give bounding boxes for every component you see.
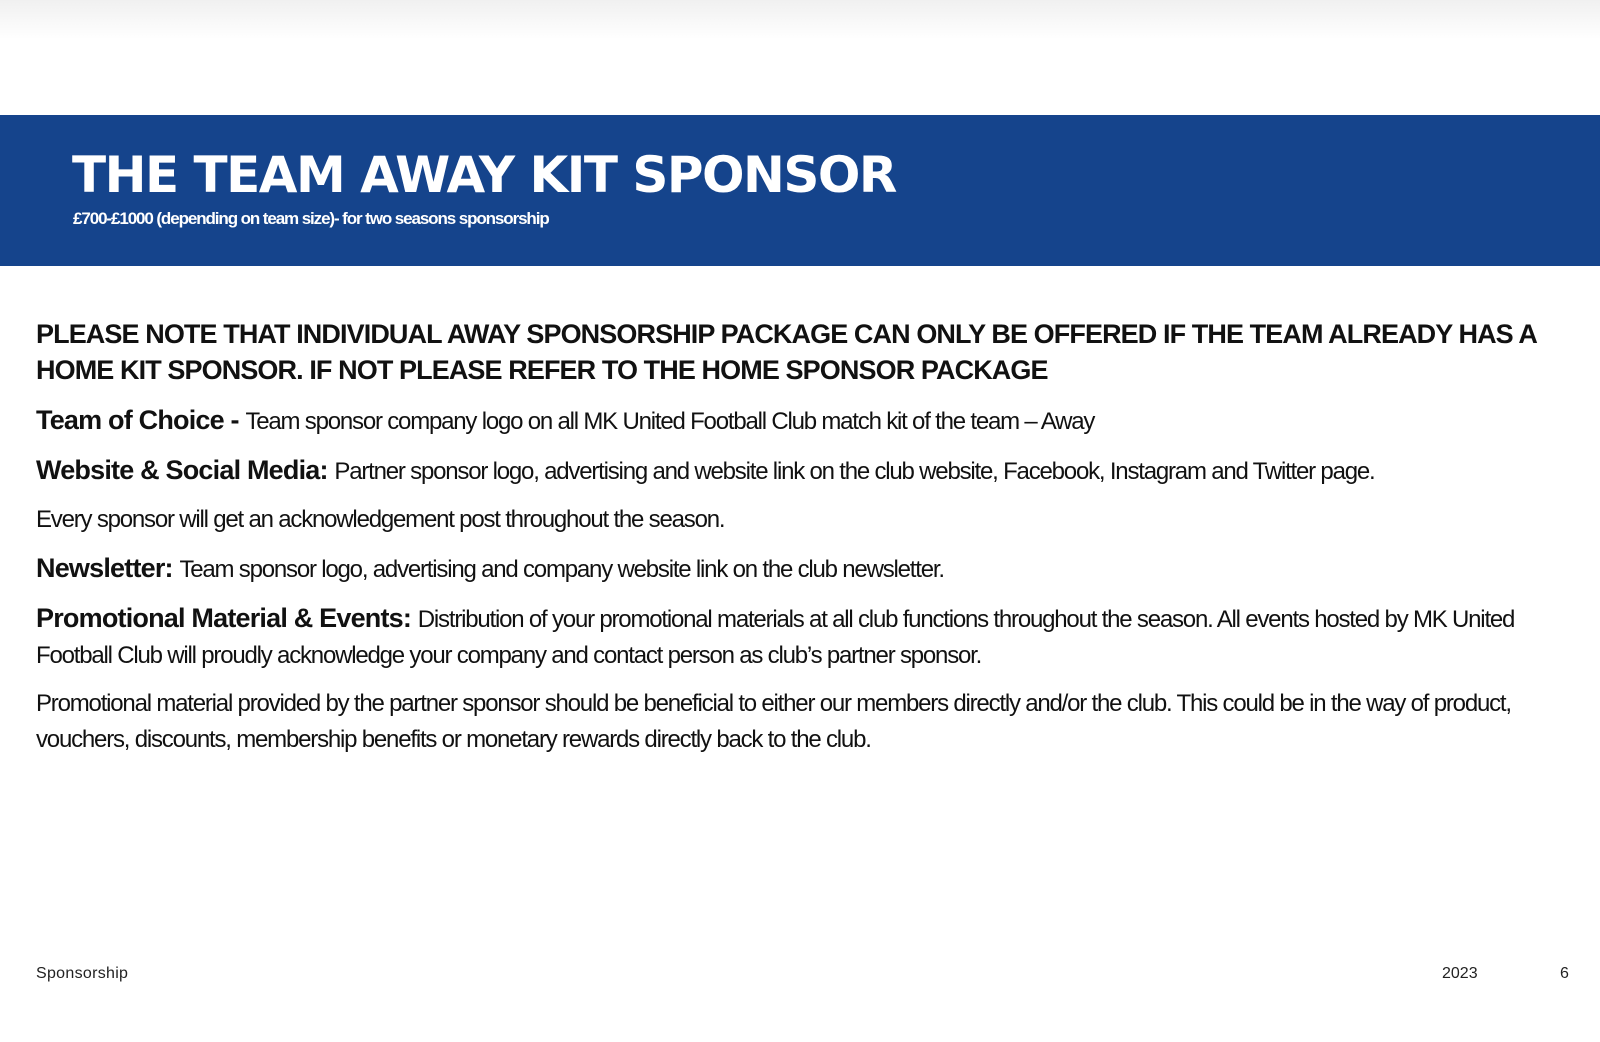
section-website-social-media	[36, 452, 1576, 490]
section-text: Partner sponsor logo, advertising and website link on the club website, Facebook, Instagram and Twitter page.	[334, 458, 1375, 485]
section-heading: Team of Choice -	[36, 405, 246, 435]
slide-content	[36, 316, 1576, 770]
section-text: Promotional material provided by the partner sponsor should be beneficial to either our members directly and/or the club. This could be in the way of product, vouchers, discounts, membership benefits or monetary rewards directly back to the club.	[36, 690, 1511, 753]
section-text: Team sponsor logo, advertising and company website link on the club newsletter.	[179, 556, 944, 583]
price-subtitle: £700-£1000 (depending on team size)- for two seasons sponsorship	[73, 209, 549, 228]
top-edge-shadow	[0, 0, 1600, 40]
away-package-notice: PLEASE NOTE THAT INDIVIDUAL AWAY SPONSORSHIP PACKAGE CAN ONLY BE OFFERED IF THE TEAM ALREADY HAS A HOME KIT SPONSOR. IF NOT PLEASE REFER TO THE HOME SPONSOR PACKAGE	[36, 319, 1536, 385]
section-heading: Website & Social Media:	[36, 455, 335, 485]
section-text: Every sponsor will get an acknowledgement post throughout the season.	[36, 506, 725, 533]
section-heading: Promotional Material & Events:	[36, 603, 418, 633]
section-team-of-choice	[36, 402, 1576, 440]
section-heading: Newsletter:	[36, 553, 180, 583]
section-promotional-events	[36, 600, 1576, 674]
page-number: 6	[1560, 965, 1569, 982]
section-acknowledgement	[36, 502, 1576, 538]
section-newsletter	[36, 550, 1576, 588]
section-text: Distribution of your promotional materials at all club functions throughout the season. All events hosted by MK United Football Club will proudly acknowledge your company and contact person as club’s partner sponsor.	[36, 606, 1515, 669]
footer-year: 2023	[1442, 965, 1478, 982]
footer-label: Sponsorship	[36, 965, 129, 982]
section-text: Team sponsor company logo on all MK United Football Club match kit of the team – Away	[245, 408, 1095, 435]
page-title: THE TEAM AWAY KIT SPONSOR	[72, 146, 896, 204]
section-promotional-material	[36, 686, 1576, 758]
